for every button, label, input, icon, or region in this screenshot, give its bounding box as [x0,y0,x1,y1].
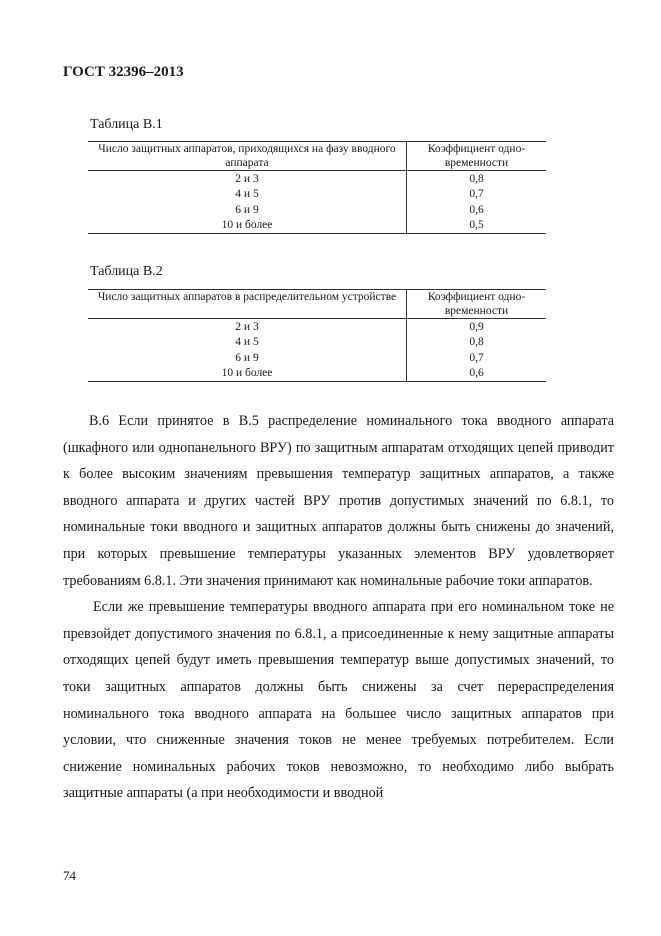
cell-count: 6 и 9 [88,350,407,366]
column-header-coefficient: Коэффициент одно-временности [407,142,547,171]
column-header-count: Число защитных аппаратов в распределительном устройстве [88,290,407,319]
table-header-row [88,142,546,171]
table-b1-caption: Таблица В.1 [90,117,163,132]
cell-count: 10 и более [88,218,407,234]
table-b2-caption: Таблица В.2 [90,264,163,279]
table-row [88,218,546,234]
cell-coefficient: 0,8 [469,336,484,349]
table-row [88,171,546,187]
cell-count: 4 и 5 [88,187,407,203]
paragraph-b6: В.6 Если принятое в В.5 распределение номинального тока вводного аппарата (шкафного или однопанельного ВРУ) по защитным аппаратам отходящих цепей приводит к более высоким значениям превышения температур защитных аппаратов, а также вводного аппарата и других частей ВРУ против допустимых значений по 6.8.1, то номинальные токи вводного и защитных аппаратов должны быть снижены до значений, при которых превышение температуры указанных элементов ВРУ удовлетворяет требованиям 6.8.1. Эти значения принимают как номинальные рабочие токи аппаратов. [63,413,614,589]
cell-coefficient: 0,6 [469,367,484,380]
table-b1 [88,141,546,234]
table-row [88,187,546,203]
table-row [88,319,546,335]
cell-coefficient: 0,8 [469,172,484,185]
body-text [63,408,614,807]
page-number: 74 [63,868,76,883]
cell-count: 4 и 5 [88,335,407,351]
cell-coefficient: 0,7 [469,188,484,201]
cell-count: 10 и более [88,366,407,382]
column-header-count: Число защитных аппаратов, приходящихся на фазу вводного аппарата [88,142,407,171]
cell-coefficient: 0,9 [469,320,484,333]
cell-coefficient: 0,5 [469,219,484,232]
table-header-row [88,290,546,319]
table-b2 [88,289,546,382]
table-row [88,366,546,382]
cell-coefficient: 0,6 [469,203,484,216]
cell-count: 2 и 3 [88,319,407,335]
table-row [88,350,546,366]
table-row [88,335,546,351]
table-row [88,202,546,218]
paragraph-continuation: Если же превышение температуры вводного аппарата при его номинальном токе не превзойдет допустимого значения по 6.8.1, а присоединенные к нему защитные аппараты отходящих цепей будут иметь превышения температур выше допустимых значений, то токи защитных аппаратов должны быть снижены за счет перераспределения номинального тока вводного аппарата на большее число защитных аппаратов при условии, что сниженные значения токов не менее требуемых потребителем. Если снижение номинальных рабочих токов невозможно, то необходимо либо выбрать защитные аппараты (а при необходимости и вводной [63,599,614,802]
document-header: ГОСТ 32396–2013 [63,64,184,80]
cell-coefficient: 0,7 [469,351,484,364]
column-header-coefficient: Коэффициент одно-временности [407,290,547,319]
cell-count: 6 и 9 [88,202,407,218]
cell-count: 2 и 3 [88,171,407,187]
